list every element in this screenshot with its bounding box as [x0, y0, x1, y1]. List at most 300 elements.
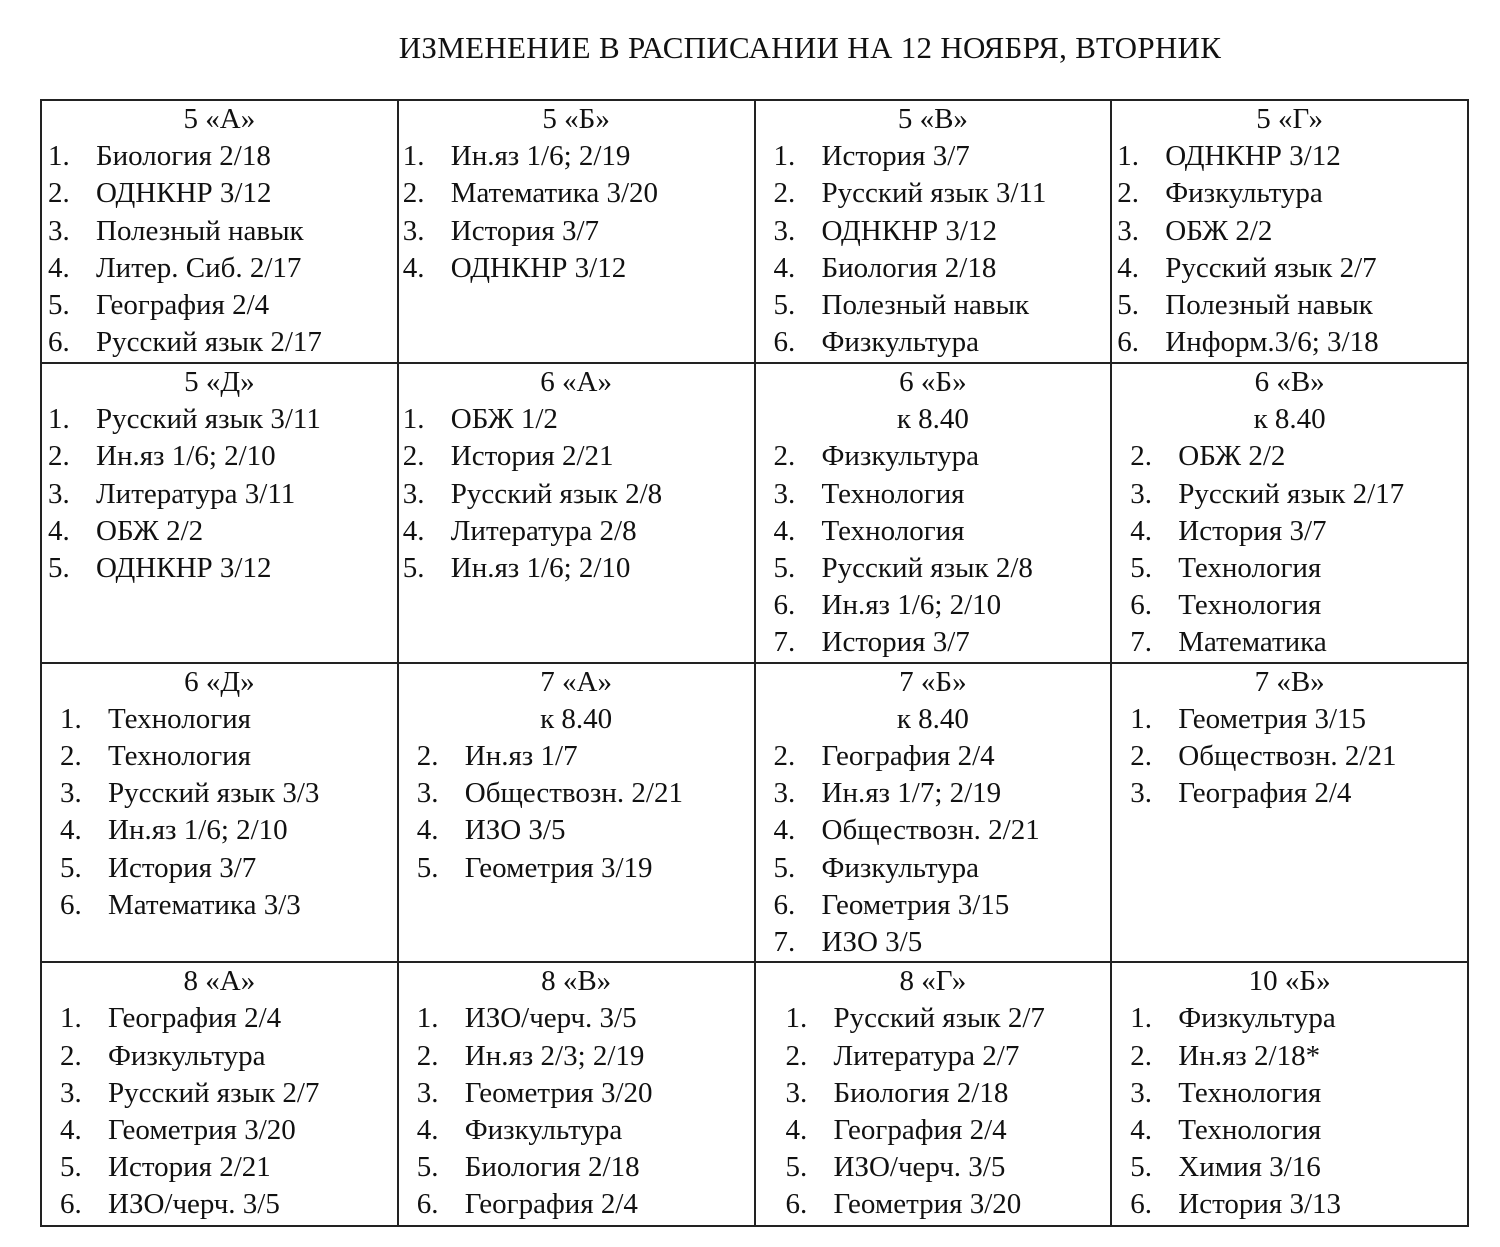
lesson-number: 3.: [402, 214, 425, 247]
lesson-item: [399, 476, 754, 513]
lesson-number: 6.: [416, 1188, 439, 1221]
lesson-number: 5.: [1117, 289, 1139, 322]
lesson-item: [756, 1000, 1111, 1037]
lesson-item: [42, 287, 397, 324]
class-cell: [398, 100, 755, 363]
lesson-number: 3.: [1117, 214, 1139, 247]
lesson-item: [756, 287, 1111, 324]
schedule-row: [41, 663, 1468, 963]
lesson-number: 2.: [60, 740, 82, 773]
lesson-number: 3.: [60, 1076, 82, 1109]
lesson-item: [756, 250, 1111, 287]
lesson-subject: Ин.яз 1/6; 2/10: [821, 589, 1002, 622]
lesson-item: [42, 324, 397, 361]
lesson-item: [1112, 1000, 1467, 1037]
lesson-number: 5.: [773, 851, 796, 884]
lesson-item: [399, 401, 754, 438]
lesson-subject: ОДНКНР 3/12: [450, 251, 627, 284]
lesson-subject: История 2/21: [450, 440, 614, 473]
class-cell: [1111, 100, 1468, 363]
lesson-number: 1.: [60, 1002, 82, 1035]
lesson-item: [1112, 1112, 1467, 1149]
lesson-subject: Литература 2/7: [833, 1039, 1020, 1072]
lesson-number: 7.: [773, 626, 796, 659]
lesson-number: 5.: [773, 552, 796, 585]
lesson-item: [1112, 287, 1467, 324]
lesson-item: [42, 1186, 397, 1223]
lesson-number: 3.: [48, 477, 70, 510]
lesson-number: 5.: [416, 1151, 439, 1184]
lesson-item: [1112, 138, 1467, 175]
lesson-number: 2.: [773, 177, 796, 210]
lesson-subject: Русский язык 2/17: [1178, 477, 1405, 510]
lesson-number: 4.: [60, 814, 82, 847]
lesson-subject: ОДНКНР 3/12: [1165, 140, 1341, 173]
lesson-number: 2.: [773, 740, 796, 773]
lesson-subject: История 3/7: [450, 214, 600, 247]
lesson-item: [756, 887, 1111, 924]
schedule-row: [41, 363, 1468, 663]
lesson-number: 6.: [773, 589, 796, 622]
lesson-item: [756, 812, 1111, 849]
lesson-subject: Математика 3/3: [108, 888, 301, 921]
lesson-number: 3.: [1130, 1076, 1152, 1109]
lesson-subject: История 2/21: [108, 1151, 271, 1184]
lesson-number: 2.: [1117, 177, 1139, 210]
lesson-item: [399, 1186, 754, 1223]
lesson-subject: Технология: [108, 702, 251, 735]
lesson-subject: Геометрия 3/20: [108, 1114, 296, 1147]
lesson-number: 3.: [785, 1076, 808, 1109]
class-cell: [755, 363, 1112, 663]
lesson-number: 3.: [1130, 477, 1152, 510]
lesson-subject: Биология 2/18: [821, 251, 997, 284]
class-name: 7 «В»: [1254, 665, 1325, 698]
lesson-number: 2.: [1130, 1039, 1152, 1072]
lesson-item: [399, 250, 754, 287]
class-name: 10 «Б»: [1248, 965, 1331, 998]
class-name: 5 «Б»: [542, 103, 610, 135]
lesson-item: [1112, 213, 1467, 250]
lesson-item: [42, 513, 397, 550]
lesson-subject: ИЗО/черч. 3/5: [833, 1151, 1006, 1184]
lesson-number: 4.: [773, 814, 796, 847]
lesson-subject: История 3/7: [821, 140, 970, 173]
lesson-number: 4.: [60, 1114, 82, 1147]
lesson-item: [1112, 1038, 1467, 1075]
lesson-subject: Литература 2/8: [450, 514, 637, 547]
class-cell: [41, 663, 398, 963]
lesson-number: 4.: [1130, 1114, 1152, 1147]
lesson-number: 5.: [402, 552, 425, 585]
lesson-subject: География 2/4: [96, 289, 270, 322]
lesson-number: 1.: [402, 403, 425, 436]
lesson-item: [756, 175, 1111, 212]
class-name: 8 «В»: [541, 965, 612, 998]
lesson-number: 5.: [60, 851, 82, 884]
lesson-subject: Математика: [1178, 626, 1327, 659]
class-cell: [755, 962, 1112, 1226]
lesson-number: 3.: [773, 777, 796, 810]
lesson-number: 4.: [1130, 514, 1152, 547]
class-cell: [398, 962, 755, 1226]
lesson-number: 1.: [785, 1002, 808, 1035]
lesson-item: [756, 850, 1111, 887]
class-cell: [1111, 663, 1468, 963]
class-name: 6 «Д»: [184, 665, 255, 698]
class-cell: [41, 962, 398, 1226]
lesson-number: 6.: [60, 1188, 82, 1221]
class-cell: [755, 663, 1112, 963]
lesson-subject: История 3/7: [821, 626, 970, 659]
lesson-item: [756, 1186, 1111, 1223]
lesson-number: 7.: [773, 926, 796, 959]
lesson-item: [1112, 587, 1467, 624]
lesson-item: [399, 850, 754, 887]
lesson-number: 2.: [773, 440, 796, 473]
lesson-item: [756, 924, 1111, 961]
class-cell: [398, 363, 755, 663]
lesson-item: [756, 1038, 1111, 1075]
lesson-item: [1112, 738, 1467, 775]
lesson-number: 4.: [416, 814, 439, 847]
lesson-item: [42, 1038, 397, 1075]
lesson-item: [1112, 701, 1467, 738]
lesson-subject: Физкультура: [821, 440, 980, 473]
lesson-subject: География 2/4: [833, 1114, 1007, 1147]
lesson-subject: Физкультура: [821, 326, 980, 359]
lesson-number: 3.: [402, 477, 425, 510]
lesson-item: [399, 1112, 754, 1149]
class-cell: [755, 100, 1112, 363]
class-cell: [41, 100, 398, 363]
lesson-number: 3.: [1130, 777, 1152, 810]
start-time-note: к 8.40: [540, 702, 613, 735]
lesson-subject: Физкультура: [108, 1039, 266, 1072]
start-time-note: к 8.40: [896, 403, 969, 436]
lesson-number: 3.: [416, 777, 439, 810]
lesson-subject: География 2/4: [1178, 777, 1352, 810]
lesson-number: 5.: [773, 289, 796, 322]
lesson-subject: ОДНКНР 3/12: [821, 214, 997, 247]
lesson-subject: Русский язык 2/7: [108, 1076, 320, 1109]
lesson-subject: Обществозн. 2/21: [464, 777, 683, 810]
lesson-item: [399, 138, 754, 175]
lesson-subject: ОБЖ 2/2: [96, 514, 204, 547]
lesson-item: [1112, 550, 1467, 587]
lesson-number: 2.: [402, 177, 425, 210]
lesson-subject: Русский язык 2/17: [96, 326, 322, 359]
lesson-item: [42, 812, 397, 849]
lesson-number: 1.: [1117, 140, 1139, 173]
lesson-item: [42, 887, 397, 924]
lesson-number: 2.: [402, 440, 425, 473]
lesson-item: [756, 438, 1111, 475]
lesson-item: [756, 775, 1111, 812]
lesson-item: [42, 476, 397, 513]
lesson-number: 1.: [773, 140, 796, 173]
lesson-subject: Обществозн. 2/21: [1178, 740, 1397, 773]
lesson-number: 3.: [773, 214, 796, 247]
lesson-number: 4.: [48, 251, 70, 284]
lesson-number: 3.: [773, 477, 796, 510]
lesson-item: [1112, 324, 1467, 361]
lesson-item: [42, 550, 397, 587]
lesson-item: [399, 1000, 754, 1037]
lesson-subject: Полезный навык: [821, 289, 1030, 322]
lesson-number: 2.: [416, 1039, 439, 1072]
lesson-subject: Технология: [821, 514, 965, 547]
class-name: 6 «В»: [1254, 366, 1325, 398]
lesson-number: 2.: [785, 1039, 808, 1072]
lesson-number: 1.: [48, 140, 70, 173]
lesson-subject: Геометрия 3/19: [464, 851, 653, 884]
lesson-subject: Полезный навык: [1165, 289, 1373, 322]
lesson-number: 4.: [402, 514, 425, 547]
lesson-subject: Технология: [821, 477, 965, 510]
lesson-item: [756, 476, 1111, 513]
lesson-item: [756, 624, 1111, 661]
lesson-item: [42, 1000, 397, 1037]
lesson-subject: Биология 2/18: [96, 140, 271, 173]
lesson-item: [1112, 250, 1467, 287]
lesson-subject: ОБЖ 2/2: [1165, 214, 1273, 247]
lesson-number: 3.: [60, 777, 82, 810]
lesson-item: [399, 438, 754, 475]
lesson-number: 6.: [48, 326, 70, 359]
lesson-subject: Геометрия 3/20: [833, 1188, 1022, 1221]
class-name: 6 «А»: [540, 366, 612, 398]
lesson-item: [399, 812, 754, 849]
lesson-subject: География 2/4: [464, 1188, 638, 1221]
lesson-subject: Русский язык 3/11: [821, 177, 1047, 210]
lesson-subject: Русский язык 2/7: [1165, 251, 1377, 284]
lesson-number: 4.: [416, 1114, 439, 1147]
lesson-item: [399, 1075, 754, 1112]
class-name: 5 «Г»: [1256, 103, 1324, 135]
lesson-item: [399, 175, 754, 212]
lesson-subject: Технология: [1178, 1076, 1322, 1109]
lesson-item: [42, 775, 397, 812]
lesson-number: 4.: [785, 1114, 808, 1147]
lesson-subject: Геометрия 3/15: [821, 888, 1010, 921]
lesson-number: 5.: [416, 851, 439, 884]
lesson-subject: ОДНКНР 3/12: [96, 552, 272, 585]
start-time-note: к 8.40: [896, 702, 969, 735]
lesson-number: 6.: [1130, 589, 1152, 622]
lesson-subject: Ин.яз 1/6; 2/10: [450, 552, 631, 585]
lesson-subject: Биология 2/18: [464, 1151, 640, 1184]
lesson-subject: ОБЖ 1/2: [450, 403, 558, 436]
lesson-subject: Технология: [1178, 1114, 1322, 1147]
schedule-row: [41, 962, 1468, 1226]
lesson-item: [1112, 175, 1467, 212]
lesson-subject: ОДНКНР 3/12: [96, 177, 272, 210]
lesson-item: [42, 1112, 397, 1149]
class-name: 6 «Б»: [899, 366, 967, 398]
lesson-item: [42, 213, 397, 250]
lesson-number: 5.: [48, 552, 70, 585]
lesson-item: [756, 587, 1111, 624]
lesson-number: 2.: [1130, 740, 1152, 773]
lesson-number: 5.: [60, 1151, 82, 1184]
lesson-item: [42, 250, 397, 287]
lesson-subject: Физкультура: [821, 851, 980, 884]
schedule-row: [41, 100, 1468, 363]
lesson-number: 6.: [60, 888, 82, 921]
lesson-number: 1.: [60, 702, 82, 735]
lesson-subject: Технология: [108, 740, 251, 773]
lesson-item: [399, 775, 754, 812]
lesson-item: [42, 401, 397, 438]
class-name: 5 «Д»: [184, 366, 255, 398]
lesson-number: 5.: [1130, 552, 1152, 585]
lesson-subject: Ин.яз 2/3; 2/19: [464, 1039, 645, 1072]
lesson-number: 6.: [1117, 326, 1139, 359]
lesson-item: [756, 1112, 1111, 1149]
lesson-item: [756, 738, 1111, 775]
lesson-item: [399, 513, 754, 550]
lesson-item: [1112, 1186, 1467, 1223]
class-cell: [41, 363, 398, 663]
lesson-item: [399, 213, 754, 250]
lesson-subject: Ин.яз 2/18*: [1178, 1039, 1321, 1072]
lesson-item: [42, 175, 397, 212]
lesson-number: 4.: [773, 514, 796, 547]
lesson-subject: Литер. Сиб. 2/17: [96, 251, 302, 284]
lesson-number: 1.: [402, 140, 425, 173]
lesson-subject: Химия 3/16: [1178, 1151, 1321, 1184]
lesson-number: 6.: [773, 326, 796, 359]
lesson-subject: Полезный навык: [96, 214, 304, 247]
lesson-item: [1112, 1149, 1467, 1186]
lesson-subject: ИЗО 3/5: [464, 814, 566, 847]
lesson-subject: География 2/4: [821, 740, 995, 773]
lesson-subject: Обществозн. 2/21: [821, 814, 1040, 847]
lesson-subject: Русский язык 2/8: [821, 552, 1033, 585]
page-title: ИЗМЕНЕНИЕ В РАСПИСАНИИ НА 12 НОЯБРЯ, ВТОРНИК: [398, 30, 1222, 65]
lesson-subject: Литература 3/11: [96, 477, 296, 510]
lesson-number: 2.: [1130, 440, 1152, 473]
lesson-subject: Технология: [1178, 589, 1322, 622]
lesson-subject: Русский язык 3/3: [108, 777, 320, 810]
lesson-item: [42, 1149, 397, 1186]
lesson-item: [1112, 624, 1467, 661]
start-time-note: к 8.40: [1253, 403, 1326, 436]
class-name: 7 «Б»: [899, 665, 967, 698]
lesson-number: 5.: [48, 289, 70, 322]
lesson-number: 1.: [1130, 1002, 1152, 1035]
lesson-subject: Биология 2/18: [833, 1076, 1009, 1109]
lesson-item: [399, 1038, 754, 1075]
lesson-item: [1112, 1075, 1467, 1112]
lesson-subject: Физкультура: [1165, 177, 1323, 210]
class-name: 7 «А»: [540, 665, 612, 698]
lesson-item: [42, 701, 397, 738]
lesson-item: [756, 138, 1111, 175]
lesson-item: [756, 513, 1111, 550]
lesson-item: [756, 1149, 1111, 1186]
lesson-item: [42, 438, 397, 475]
lesson-subject: ОБЖ 2/2: [1178, 440, 1286, 473]
lesson-subject: Ин.яз 1/7; 2/19: [821, 777, 1002, 810]
lesson-subject: ИЗО/черч. 3/5: [108, 1188, 280, 1221]
lesson-item: [399, 738, 754, 775]
lesson-number: 6.: [785, 1188, 808, 1221]
lesson-number: 2.: [60, 1039, 82, 1072]
lesson-number: 2.: [48, 440, 70, 473]
lesson-item: [399, 1149, 754, 1186]
lesson-subject: Ин.яз 1/6; 2/10: [108, 814, 288, 847]
class-name: 8 «Г»: [899, 965, 967, 998]
lesson-subject: История 3/7: [1178, 514, 1327, 547]
lesson-item: [42, 138, 397, 175]
lesson-item: [756, 213, 1111, 250]
lesson-subject: Физкультура: [464, 1114, 623, 1147]
lesson-item: [399, 550, 754, 587]
schedule-table: [40, 99, 1469, 1227]
lesson-number: 4.: [402, 251, 425, 284]
lesson-item: [42, 850, 397, 887]
lesson-number: 1.: [48, 403, 70, 436]
lesson-subject: Русский язык 2/7: [833, 1002, 1045, 1035]
lesson-subject: Геометрия 3/20: [464, 1076, 653, 1109]
lesson-subject: ИЗО 3/5: [821, 926, 923, 959]
lesson-subject: История 3/13: [1178, 1188, 1342, 1221]
lesson-number: 5.: [1130, 1151, 1152, 1184]
lesson-number: 6.: [1130, 1188, 1152, 1221]
lesson-item: [1112, 438, 1467, 475]
lesson-number: 2.: [416, 740, 439, 773]
lesson-number: 3.: [48, 214, 70, 247]
lesson-item: [42, 1075, 397, 1112]
lesson-number: 7.: [1130, 626, 1152, 659]
class-cell: [398, 663, 755, 963]
class-name: 5 «А»: [183, 103, 256, 135]
lesson-number: 1.: [416, 1002, 439, 1035]
lesson-item: [1112, 476, 1467, 513]
lesson-number: 5.: [785, 1151, 808, 1184]
lesson-subject: География 2/4: [108, 1002, 282, 1035]
lesson-subject: Ин.яз 1/6; 2/19: [450, 140, 631, 173]
lesson-item: [756, 324, 1111, 361]
lesson-item: [42, 738, 397, 775]
lesson-subject: Ин.яз 1/7: [464, 740, 578, 773]
lesson-item: [756, 1075, 1111, 1112]
lesson-subject: ИЗО/черч. 3/5: [464, 1002, 637, 1035]
lesson-subject: Русский язык 3/11: [96, 403, 321, 436]
lesson-number: 4.: [1117, 251, 1139, 284]
lesson-item: [1112, 775, 1467, 812]
lesson-number: 4.: [773, 251, 796, 284]
lesson-number: 6.: [773, 888, 796, 921]
lesson-item: [1112, 513, 1467, 550]
lesson-subject: Информ.3/6; 3/18: [1165, 326, 1379, 359]
class-cell: [1111, 363, 1468, 663]
class-name: 8 «А»: [183, 965, 256, 998]
lesson-subject: Математика 3/20: [450, 177, 658, 210]
lesson-number: 2.: [48, 177, 70, 210]
lesson-subject: Русский язык 2/8: [450, 477, 663, 510]
lesson-subject: История 3/7: [108, 851, 257, 884]
lesson-subject: Технология: [1178, 552, 1322, 585]
lesson-number: 4.: [48, 514, 70, 547]
lesson-item: [756, 550, 1111, 587]
class-name: 5 «В»: [897, 103, 968, 135]
lesson-subject: Ин.яз 1/6; 2/10: [96, 440, 276, 473]
lesson-number: 3.: [416, 1076, 439, 1109]
lesson-subject: Геометрия 3/15: [1178, 702, 1367, 735]
